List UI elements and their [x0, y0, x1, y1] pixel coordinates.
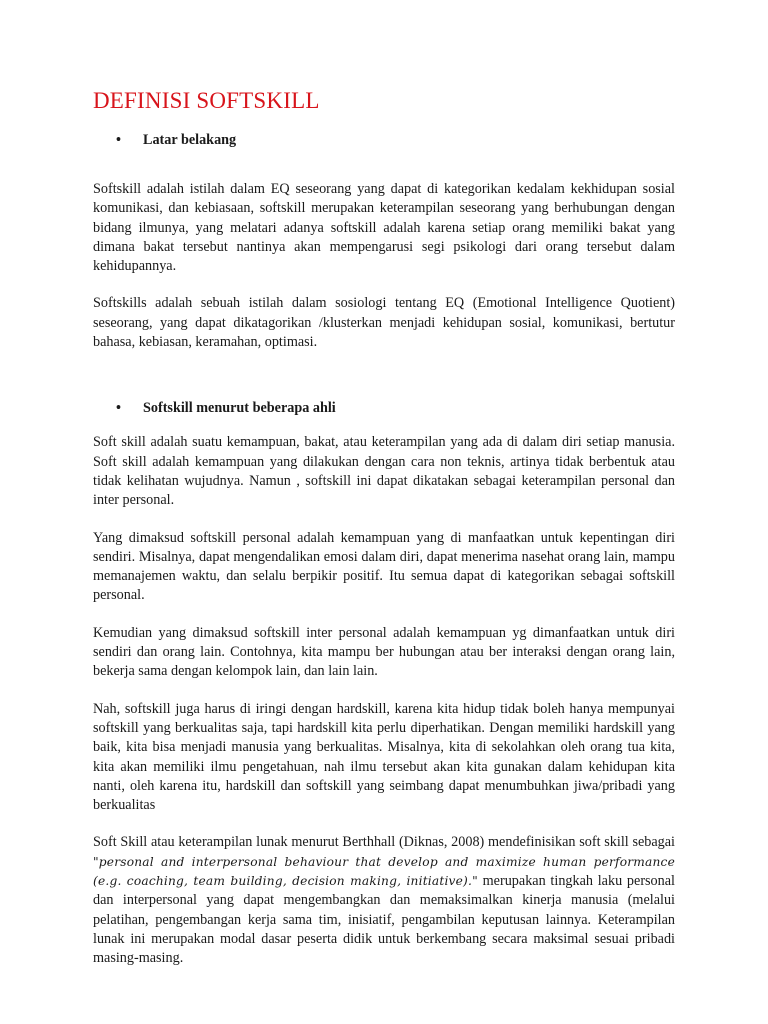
paragraph: Nah, softskill juga harus di iringi dengan hardskill, karena kita hidup tidak boleh hanya mempunyai softskill yang berkualitas saja, tapi hardskill kita perlu diperhatikan. Dengan memiliki hardskill yang baik, kita bisa menjadi manusia yang berkualitas. Misalnya, kita di sekolahkan oleh orang tua kita, kita akan memiliki ilmu pengetahuan, nah ilmu tersebut akan kita gunakan dalam kehidupan kita nanti, oleh karena itu, hardskill dan softskill yang seimbang dapat menumbuhkan jiwa/pribadi yang berkualitas — [93, 700, 675, 814]
section-heading-label: Latar belakang — [143, 132, 237, 148]
document-page — [93, 86, 675, 969]
paragraph: Kemudian yang dimaksud softskill inter personal adalah kemampuan yg dimanfaatkan untuk diri sendiri dan orang lain. Contohnya, kita mampu ber hubungan atau ber interaksi dengan orang lain, bekerja sama dengan kelompok lain, dan lain lain. — [93, 624, 675, 680]
section-heading-label: Softskill menurut beberapa ahli — [143, 400, 336, 417]
paragraph: Softskill adalah istilah dalam EQ seseorang yang dapat di kategorikan kedalam kekhidupan sosial komunikasi, dan kebiasaan, softskill merupakan keterampilan seseorang yang berhubungan dengan bidang ilmunya, yang melatari adanya softskill adalah karena setiap orang memiliki bakat yang dimana bakat tersebut nantinya akan mempengarusi segi psikologi dari orang tersebut dalam kehidupannya. — [93, 181, 675, 275]
paragraph: Soft skill adalah suatu kemampuan, bakat, atau keterampilan yang ada di dalam diri setiap manusia. Soft skill adalah kemampuan yang dilakukan dengan cara non teknis, artinya tidak berbentuk atau tidak kelihatan wujudnya. Namun , softskill ini dapat dikatakan sebagai keterampilan personal dan inter personal. — [93, 434, 675, 509]
section-heading-softskill-menurut-ahli — [93, 398, 675, 418]
document-title: DEFINISI SOFTSKILL — [93, 88, 320, 113]
paragraph: Softskills adalah sebuah istilah dalam sosiologi tentang EQ (Emotional Intelligence Quotient) seseorang, yang dapat dikatagorikan /klusterkan menjadi kehidupan sosial, komunikasi, bertutur bahasa, kebiasan, keramahan, optimasi. — [93, 295, 675, 351]
english-quote: "personal and interpersonal behaviour that develop and maximize human performance (e.g. coaching, team building, decision making, initiative)." — [93, 854, 675, 889]
bullet-icon: • — [116, 132, 121, 148]
paragraph-lead-text: Soft Skill atau keterampilan lunak menurut Berthhall (Diknas, 2008) mendefinisikan soft skill sebagai — [93, 834, 675, 851]
paragraph-definition — [93, 833, 675, 968]
paragraph-rest-text: merupakan tingkah laku personal dan interpersonal yang dapat mengembangkan dan memaksimalkan kinerja manusia (melalui pelatihan, pengembangan kerja sama tim, inisiatif, pengambilan keputusan lainnya. Keterampilan lunak ini merupakan modal dasar peserta didik untuk berkembang secara maksimal sesuai pribadi masing-masing. — [93, 873, 675, 967]
paragraph: Yang dimaksud softskill personal adalah kemampuan yang di manfaatkan untuk kepentingan diri sendiri. Misalnya, dapat mengendalikan emosi dalam diri, dapat menerima nasehat orang lain, mampu memanajemen waktu, dan selalu berpikir positif. Itu semua dapat di kategorikan sebagai softskill personal. — [93, 529, 675, 604]
bullet-icon: • — [116, 400, 121, 417]
section-heading-latar-belakang — [93, 130, 675, 150]
